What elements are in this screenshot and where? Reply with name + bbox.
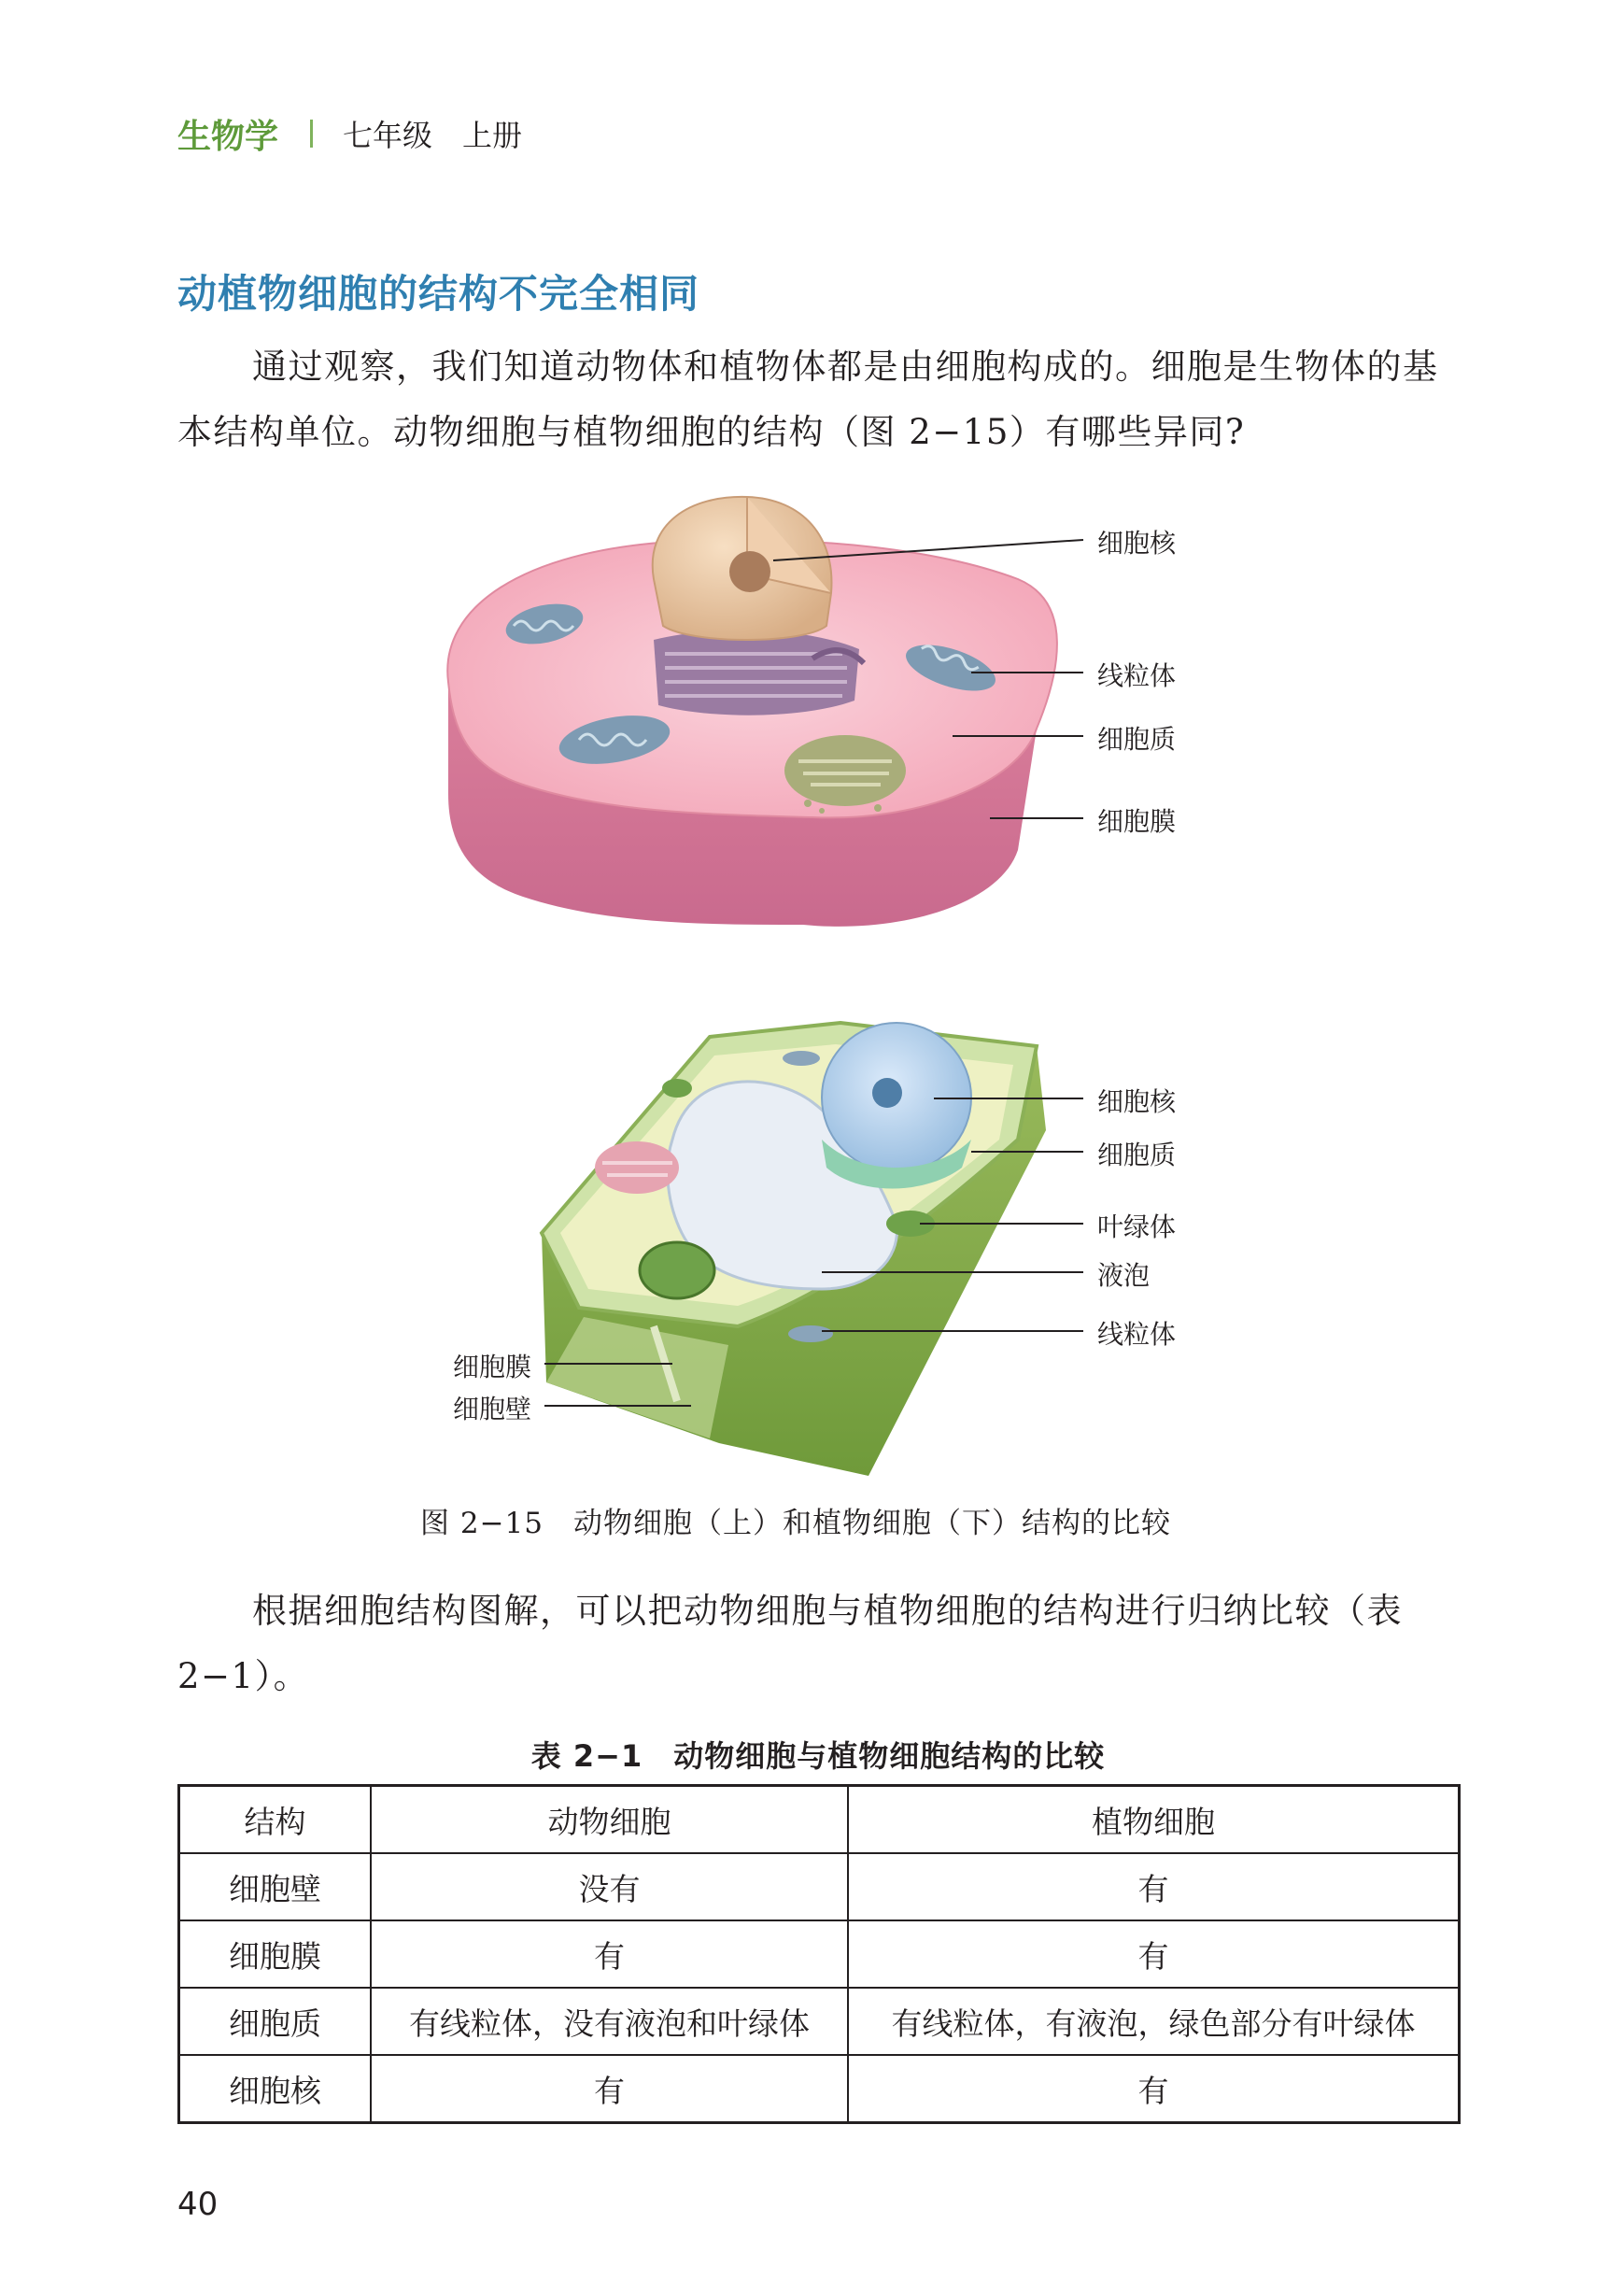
table-row [179,1988,1460,2055]
table-cell: 有 [371,1920,848,1988]
comparison-table [177,1784,1461,2124]
header-divider [310,120,313,148]
plant-label-membrane: 细胞膜 [453,1352,532,1382]
summary-text: 根据细胞结构图解，可以把动物细胞与植物细胞的结构进行归纳比较（表 2−1）。 [177,1591,1403,1696]
plant-label-nucleus: 细胞核 [1097,1086,1177,1117]
table-cell: 细胞膜 [179,1920,372,1988]
plant-label-vacuole: 液泡 [1097,1260,1151,1291]
table-row [179,2055,1460,2123]
table-cell: 细胞核 [179,2055,372,2123]
plant-cell-drawing [542,1023,1083,1476]
table-cell: 有线粒体，没有液泡和叶绿体 [371,1988,848,2055]
table-cell: 有线粒体，有液泡，绿色部分有叶绿体 [848,1988,1460,2055]
animal-label-membrane: 细胞膜 [1097,806,1177,837]
table-cell: 没有 [371,1853,848,1920]
animal-label-cytoplasm: 细胞质 [1097,724,1177,755]
summary-paragraph [177,1579,1459,1709]
plant-label-wall: 细胞壁 [453,1394,532,1424]
page-number: 40 [177,2186,219,2223]
table-header-cell: 动物细胞 [371,1786,848,1854]
table-cell: 有 [848,1853,1460,1920]
section-title: 动植物细胞的结构不完全相同 [177,271,700,317]
animal-label-nucleus: 细胞核 [1097,528,1177,559]
table-title: 表 2−1 动物细胞与植物细胞结构的比较 [530,1738,1106,1774]
table-cell: 有 [848,1920,1460,1988]
table-header-cell: 结构 [179,1786,372,1854]
table-header-cell: 植物细胞 [848,1786,1460,1854]
book-grade: 七年级 上册 [343,118,523,153]
table-cell: 有 [371,2055,848,2123]
table-row [179,1920,1460,1988]
intro-paragraph [177,334,1459,465]
intro-text: 通过观察，我们知道动物体和植物体都是由细胞构成的。细胞是生物体的基本结构单位。动物细胞与植物细胞的结构（图 2−15）有哪些异同? [177,347,1439,452]
table-row [179,1853,1460,1920]
table-cell: 细胞壁 [179,1853,372,1920]
book-subject: 生物学 [177,117,279,156]
plant-label-cytoplasm: 细胞质 [1097,1140,1177,1170]
table-cell: 有 [848,2055,1460,2123]
figure-caption: 图 2−15 动物细胞（上）和植物细胞（下）结构的比较 [420,1507,1171,1540]
animal-label-mitochondria: 线粒体 [1097,660,1177,691]
cell-illustrations [0,486,1624,1476]
plant-label-mitochondria: 线粒体 [1097,1319,1177,1350]
cell-comparison-figure [0,486,1624,1476]
table-header-row [179,1786,1460,1854]
table-cell: 细胞质 [179,1988,372,2055]
plant-label-chloroplast: 叶绿体 [1097,1211,1177,1242]
running-header [177,110,522,157]
animal-cell-drawing [447,497,1083,927]
